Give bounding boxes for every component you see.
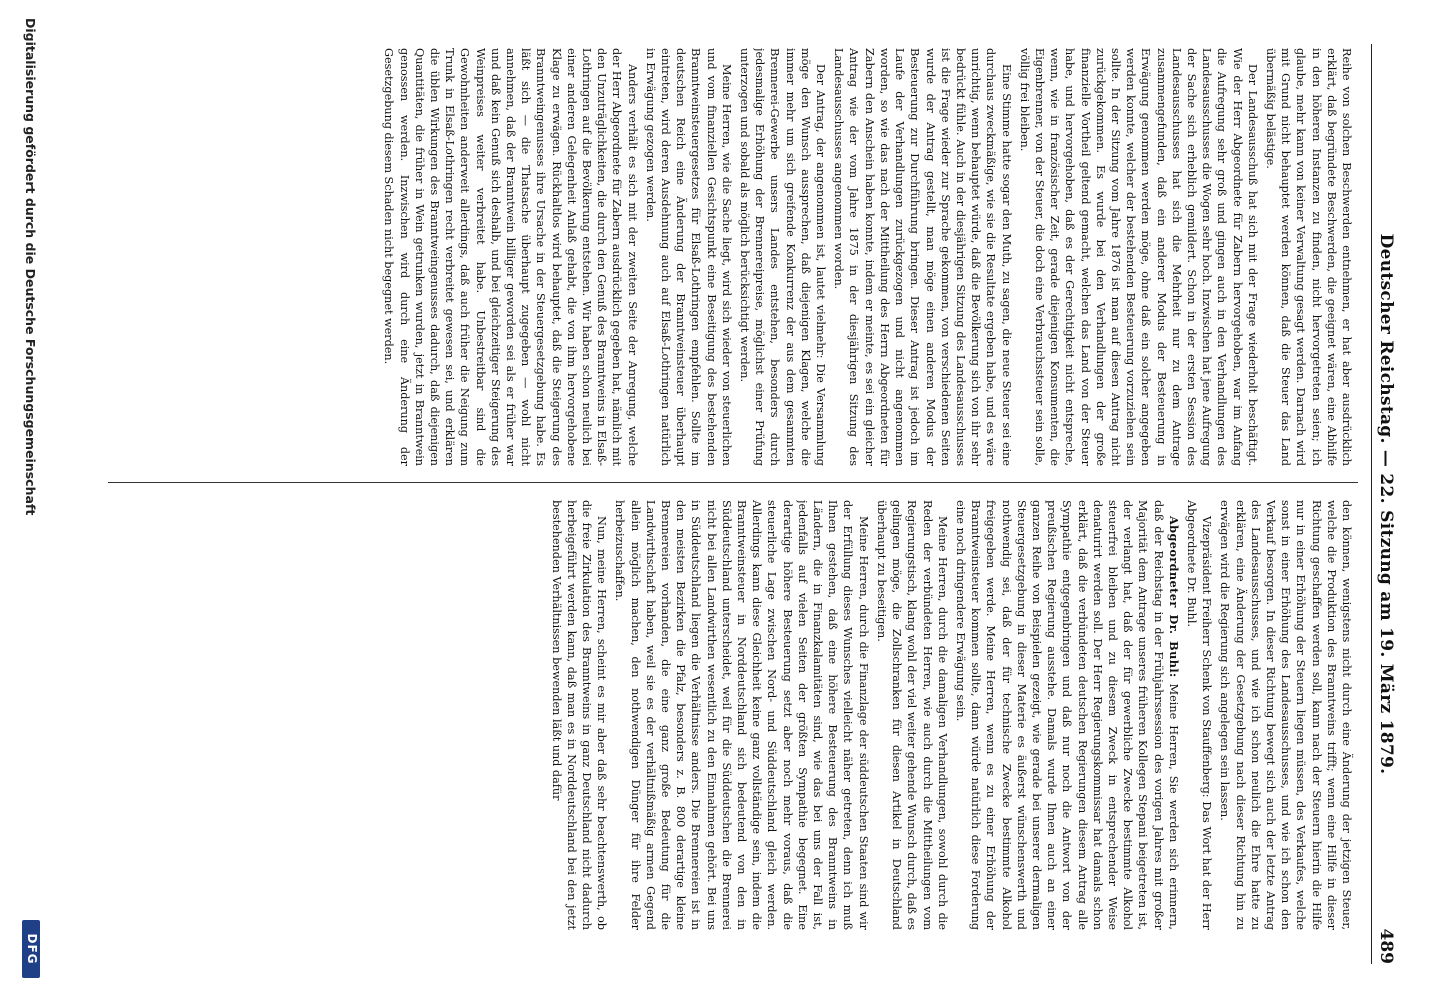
paragraph: den können, wenigstens nicht durch eine Änderung der jetzigen Steuer, welche die Produktion des Branntweins trifft; wenn eine Hilfe in dieser Richtung geschaffen werden soll, kann nach der Steuern hierin die Hilfe nur in einer Erhöhung der Steuern liegen müssen, des Verkaufes, welche sonst in einer Erhöhung des Landesausschusses, und wie ich schon den Verkauf besorgen. In dieser Richtung bewegt sich auch der letzte Antrag des Landesausschusses, und wie ich schon neulich die Ehre hatte zu erklären, eine Änderung der Gesetzgebung nach dieser Richtung hin zu erwägen wird die Regierung sich angelegen sein lassen. [1218,500,1353,930]
paragraph: Anders verhält es sich mit der zweiten Seite der Anregung, welche der Herr Abgeordnete für Zabern ausdrücklich gegeben hat, nämlich mit den Unzuträglichkeiten, die durch den Genuß des Branntweins in Elsaß-Lothringen auf die Bevölkerung entstehen. Wir haben schon neulich bei einer anderen Gelegenheit Anlaß gehabt, die von ihm hervorgehobene Klage zu erwägen. Rückhaltlos wird behauptet, daß die Steigerung des Branntweingenusses ihre Ursache in der Steuergesetzgebung habe. Es läßt sich — die Thatsache überhaupt zugegeben — wohl nicht annehmen, daß der Branntwein billiger geworden sei als er früher war und daß kein Genuß sich deshalb, und bei gleichzeitiger Steigerung des Weinpreises weiter verbreitet habe. Unbestreitbar sind die Gewohnheiten anderweit allerdings, daß auch früher die Neigung zum Trunk in Elsaß-Lothringen recht verbreitet gewesen sei, und erklären die üblen Wirkungen des Branntweingenusses dadurch, daß diejenigen Quantitäten, die früher in Wein getrunken wurden, jetzt in Branntwein genossen werden. Inzwischen wird durch eine Änderung der Gesetzgebung diesem Schaden nicht begegnet werden. [382,48,639,466]
paragraph: Meine Herren, durch die damaligen Verhandlungen, sowohl durch die Reden der verbündeten Herren, wie auch durch die Mittheilungen vom Regierungstisch, klang wohl der viel weiter gehende Wunsch durch, daß es gelingen möge, die Zollschranken für diesen Artikel in Deutschland überhaupt zu beseitigen. [874,500,949,930]
paragraph: Reihe von solchen Beschwerden entnehmen, er hat aber ausdrücklich erklärt, daß begründete Beschwerden, die geeignet wären, eine Abhilfe in den höheren Instanzen zu finden, nicht hervorgetreten seien; ich glaube, mehr kann von keiner Verwaltung gesagt werden. Darnach wird mit Grund nicht behauptet werden können, daß die Steuer das Land übermäßig belästige. [1263,48,1353,466]
paragraph: Nun, meine Herren, scheint es mir aber daß sehr beachtenswerth, ob die freie Zirkulation des Branntweins in ganz Deutschland nicht dadurch herbeigeführt werden kann, daß man es in Norddeutschland bei den jetzt bestehenden Verhältnissen bewenden läßt und dafür [549,500,609,930]
funding-credit: Digitalisierung gefördert durch die Deutsche Forschungsgemeinschaft [23,18,38,516]
paragraph: Der Landesausschuß hat sich mit der Frage wiederholt beschäftigt. Wie der Herr Abgeordnete für Zabern hervorgehoben, war im Anfang die Aufregung sehr groß und gingen auch in den Verhandlungen des Landesausschusses die Wogen sehr hoch. Inzwischen hat jene Aufregung der Sache sich erheblich gemildert. Schon in der ersten Session des Landesausschusses hat sich die Mehrheit nur zu dem Antrage zusammengefunden, daß ein anderer Modus der Besteuerung in Erwägung genommen werden möge, ohne daß ein solcher angegeben werden konnte, welcher der bestehenden Besteuerung vorzuziehen sein sollte. In der Sitzung vom Jahre 1876 ist man auf diesen Antrag nicht zurückgekommen. Es wurde bei den Verhandlungen der große finanzielle Vortheil geltend gemacht, welchen das Land von der Steuer habe, und hervorgehoben, daß es der Gerechtigkeit nicht entspreche, wenn, wie in französischer Zeit, gerade diejenigen Konsumenten, die Eigenbrenner, von der Steuer, die doch eine Verbrauchssteuer sein solle, völlig frei bleiben. [1017,48,1259,466]
paragraph: Meine Herren, durch die Finanzlage der süddeutschen Staaten sind wir der Erfüllung dieses Wunsches vielleicht näher getreten, denn ich muß Ihnen gestehen, daß eine höhere Besteuerung des Branntweins in Ländern, die in Finanzkalamitäten sind, wie das bei uns der Fall ist, jedenfalls auf vielen Seiten der größten Sympathie begegnet. Eine derartige höhere Besteuerung setzt aber noch mehr voraus, daß die steuerliche Lage zwischen Nord- und Süddeutschland gleich werden. Allerdings kann diese Gleichheit keine ganz vollständige sein, indem die Branntweinsteuer in Norddeutschland sich bedeutend von den in Süddeutschland unterscheidet, weil für die Süddeutschen die Brennerei nicht bei allen Landwirthen wesentlich zu den Einnahmen gehört. Bei uns in Süddeutschland liegen die Verhältnisse anders. Die Brennereien ist in den meisten Bezirken die Pfalz, besonders z. B. 800 derartige kleine Brennereien vorhanden, die eine ganz große Bedeutung für die Landwirthschaft haben, weil sie es der verhältnißmäßig armen Gegend allein möglich machen, den nothwendigen Dünger für ihre Felder herbeizuschaffen. [613,500,870,930]
running-head [1371,44,1396,964]
speech-text: Meine Herren, Sie werden sich erinnern, daß der Reichstag in der Frühjahrssession des vorigen Jahres mit großer Majorität dem Antrage unseres früheren Kollegen Stepani beigetreten ist, der verlangt hat, daß der für gewerbliche Zwecke bestimmte Alkohol steuerfrei bleiben und zu diesem Zweck in entsprechender Weise denaturirt werden soll. Der Herr Regierungskommissar hat damals schon erklärt, daß die verbündeten deutschen Regierungen diesem Antrag alle Sympathie entgegenbringen und daß nur noch die Antwort von der preußischen Regierung ausstehe. Damals wurde Ihnen auch an einer ganzen Reihe von Beispielen gezeigt, wie gerade bei unserer dermaligen Steuergesetzgebung in dieser Materie es äußerst wünschenswerth und nothwendig sei, daß der für technische Zwecke bestimmte Alkohol freigegeben werde. Meine Herren, wenn es zu einer Erhöhung der Branntweinsteuer kommen sollte, dann würde natürlich diese Forderung eine noch dringendere Erwägung sein. [953,500,1180,930]
paragraph: Meine Herren, wie die Sache liegt, wird sich wieder von steuerlichen und vom finanziellen Gesichtspunkt eine Beseitigung des bestehenden Branntweinsteuergesetzes für Elsaß-Lothringen empfehlen. Sollte im deutschen Reich eine Änderung der Branntweinsteuer überhaupt eintreten, wird deren Ausdehnung auch auf Elsaß-Lothringen natürlich in Erwägung gezogen werden. [643,48,733,466]
speaker-announcement: Vizepräsident Freiherr Schenk von Stauffenberg: Das Wort hat der Herr Abgeordnete Dr. Buhl. [1184,500,1214,930]
paragraph: Der Antrag, der angenommen ist, lautet vielmehr: Die Versammlung möge den Wunsch aussprechen, daß diejenigen Klagen, welche die immer mehr um sich greifende Konkurrenz der aus dem gesammten Brennerei-Gewerbe unsers Landes entstehen, besonders durch jedesmalige Erhöhung der Brennereipreise, möglichst einer Prüfung unterzogen und sobald als möglich berücksichtigt werden. [738,48,828,466]
page-number: 489 [1376,928,1396,964]
speaker-name: Abgeordneter Dr. Buhl: [1166,516,1181,678]
right-text-column [114,500,1354,930]
digitization-footer [18,0,42,1000]
left-text-column [114,48,1354,466]
column-divider [108,482,1358,483]
page-title: Deutscher Reichstag. — 22. Sitzung am 19. März 1879. [1376,233,1396,775]
paragraph: Eine Stimme hatte sogar den Muth, zu sagen, die neue Steuer sei eine durchaus zweckmäßige, wie sie die Resultate ergeben habe, und es wäre unrichtig, wenn behauptet würde, daß die Bevölkerung sich von ihr sehr bedrückt fühle. Auch in der diesjährigen Sitzung des Landesausschusses ist die Frage wieder zur Sprache gekommen, von verschiedenen Seiten wurde der Antrag gestellt, man möge einen anderen Modus der Besteuerung zur Durchführung bringen. Dieser Antrag ist jedoch im Laufe der Verhandlungen zurückgezogen und nicht angenommen worden, so wie das nach der Mittheilung des Herrn Abgeordneten für Zabern den Anschein haben konnte, indem er meinte, es sei ein gleicher Antrag wie der vom Jahre 1875 in der diesjährigen Sitzung des Landesausschusses angenommen worden. [832,48,1013,466]
dfg-logo [22,920,40,978]
dfg-logo-text: DFG [25,933,39,965]
